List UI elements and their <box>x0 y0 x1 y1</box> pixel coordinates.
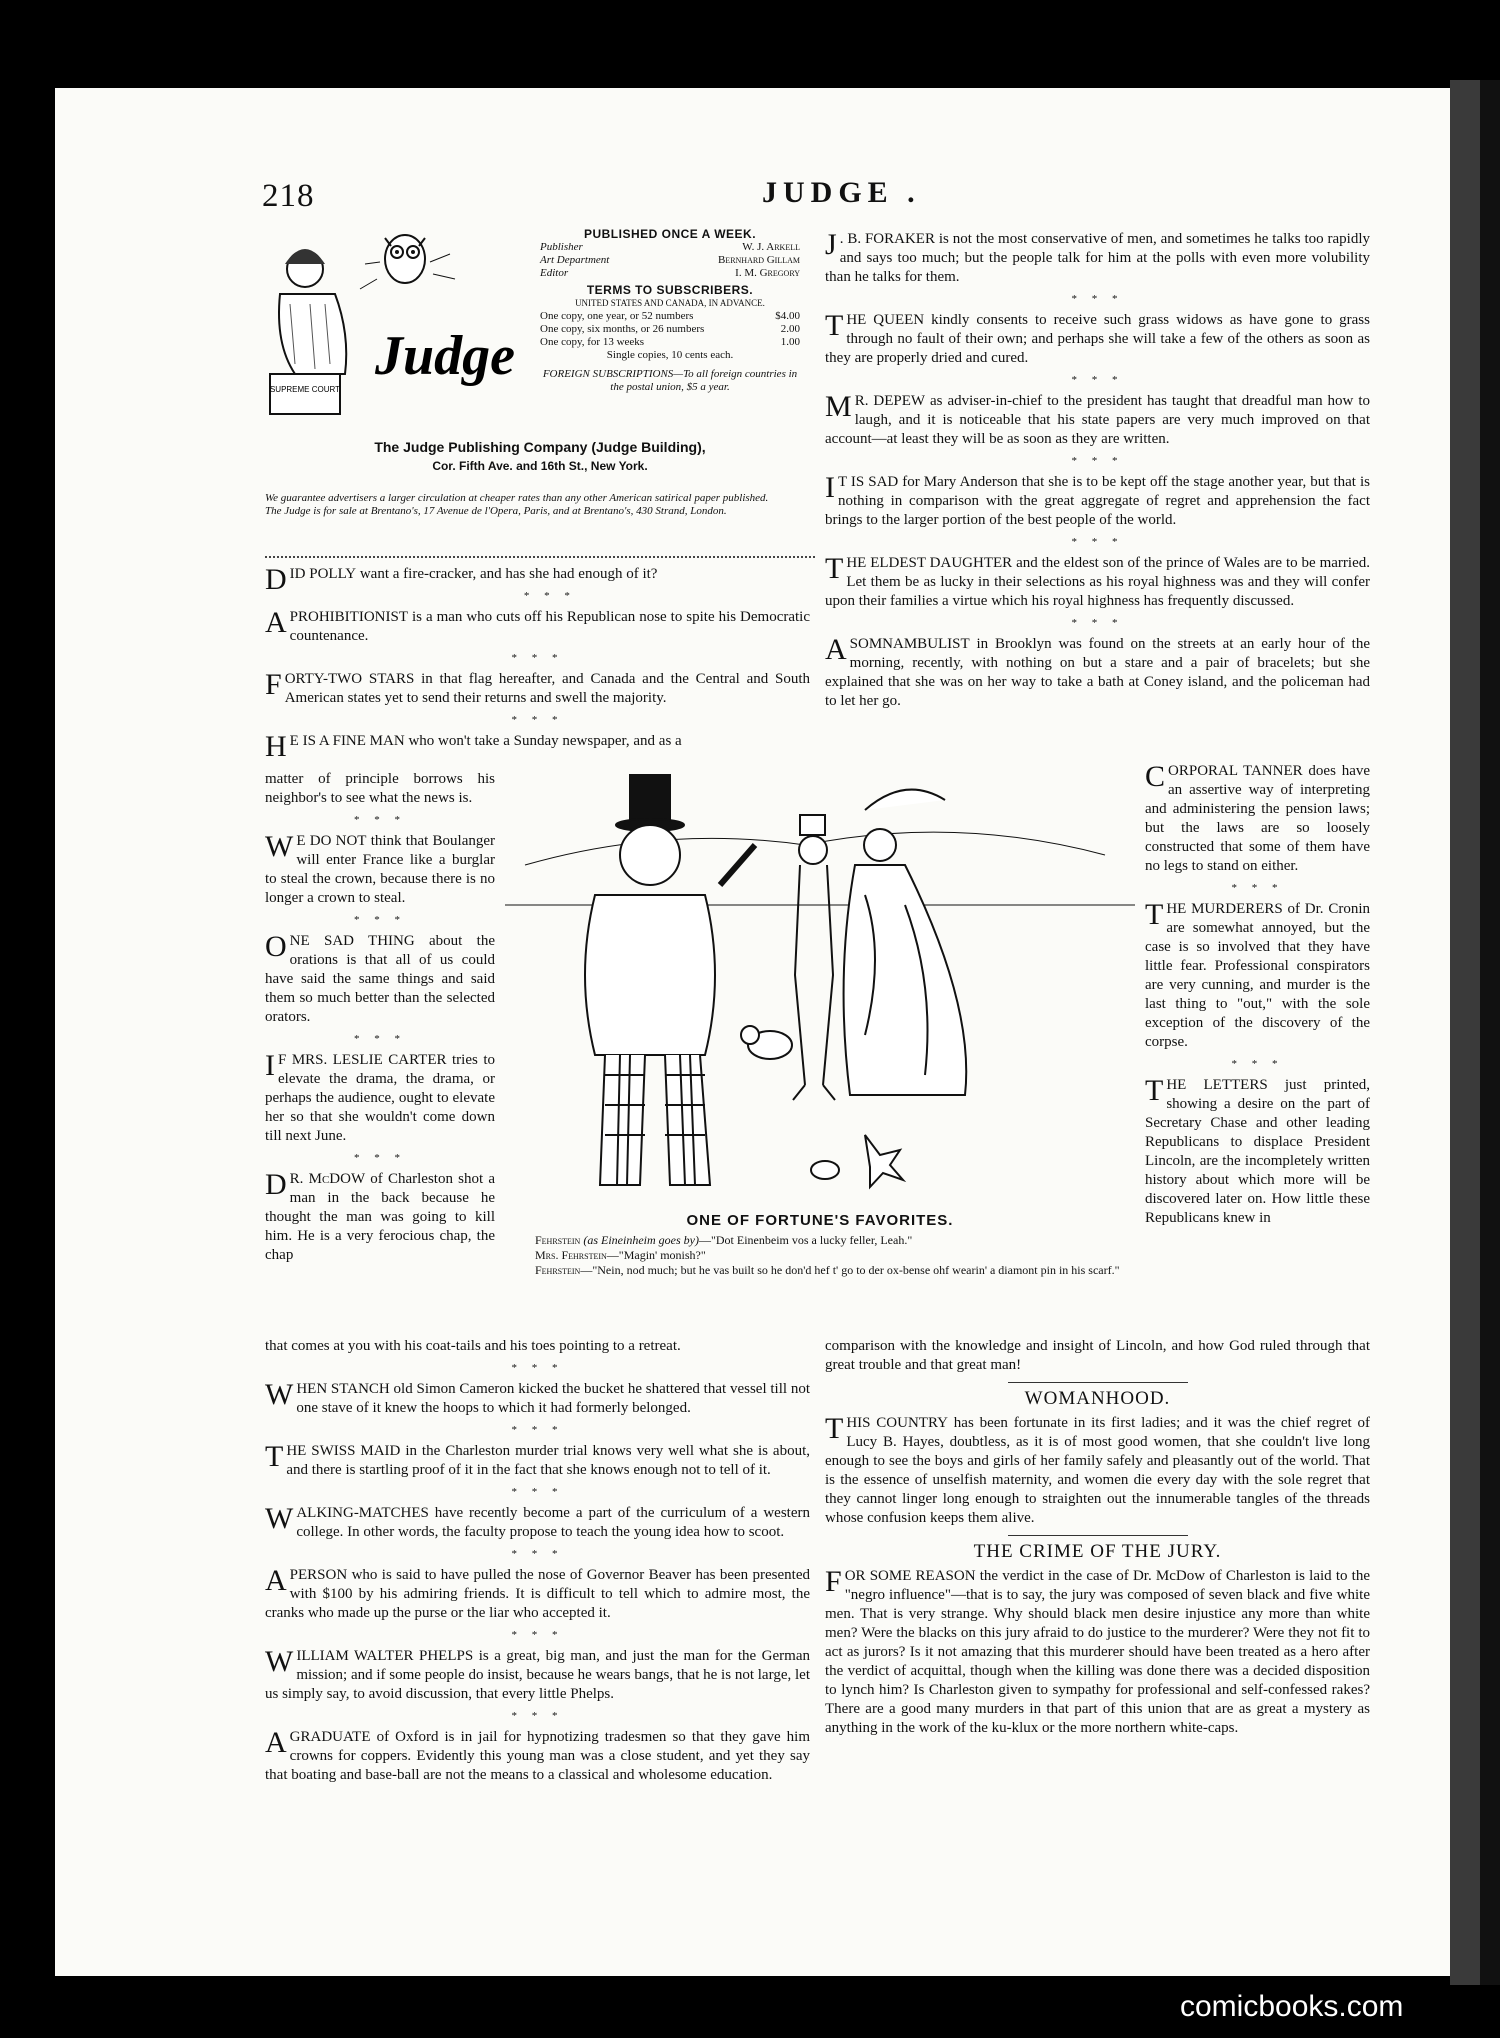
section-separator: * * * <box>1071 455 1124 467</box>
starfish-icon <box>865 1135 903 1187</box>
company-name: The Judge Publishing Company (Judge Building), <box>374 439 706 455</box>
paragraph: A PERSON who is said to have pulled the nose of Governor Beaver has been presented with $100 by his admiring friends. It is difficult to tell which to admire most, the cranks who made up the purse or the liar who accepted it. <box>265 1564 810 1621</box>
terms-row: One copy, six months, or 26 numbers 2.00 <box>540 323 800 335</box>
continued-paragraph: comparison with the knowledge and insight of Lincoln, and how God ruled through that great trouble and that great man! <box>825 1338 1370 1373</box>
paragraph: A PROHIBITIONIST is a man who cuts off his Republican nose to spite his Democratic countenance. <box>265 606 810 644</box>
right-bottom-column <box>825 1337 1370 1745</box>
terms-subtitle: UNITED STATES AND CANADA, IN ADVANCE. <box>575 298 765 308</box>
section-separator: * * * <box>1071 293 1124 305</box>
paragraph: H E IS A FINE MAN who won't take a Sunday newspaper, and as a <box>265 730 682 763</box>
supreme-court-box-icon <box>270 374 340 414</box>
thin-man-figure <box>793 815 835 1100</box>
section-separator: * * * <box>1071 617 1124 629</box>
section-separator: * * * <box>511 652 564 664</box>
section-separator: * * * <box>511 1486 564 1498</box>
paragraph: ONE SAD THING about the orations is that all of us could have said the same things and said them so much better than the selected orators. <box>265 930 495 1025</box>
publication-info <box>540 228 800 394</box>
right-narrow-column <box>1145 762 1370 1235</box>
section-separator: * * * <box>511 1629 564 1641</box>
shell-icon <box>811 1161 839 1179</box>
sale-text: The Judge is for sale at Brentano's, 17 Avenue de l'Opera, Paris, and at Brentano's, 430 Strand, London. <box>265 505 727 517</box>
published-note: PUBLISHED ONCE A WEEK. <box>583 227 757 241</box>
continued-paragraph: that comes at you with his coat-tails and his toes pointing to a retreat. <box>265 1338 681 1354</box>
dialogue-line: Fehrstein—"Nein, nod much; but he vas built so he don'd hef t' go to der ox-bense ohf wearin' a diamont pin in his scarf." <box>535 1263 1120 1277</box>
page-edge-dark <box>1480 80 1500 1985</box>
divider <box>265 550 815 558</box>
terms-row: One copy, for 13 weeks 1.00 <box>540 336 800 348</box>
section-separator: * * * <box>1071 536 1124 548</box>
paragraph: I T IS SAD for Mary Anderson that she is to be kept off the stage another year, but that is nothing in comparison with the great aggregate of regret and apprehension the fact brings to the larger portion of the best people of the world. <box>825 471 1370 528</box>
paragraph: matter of principle borrows his neighbor's to see what the news is. <box>265 771 495 806</box>
dog-figure <box>741 1026 792 1059</box>
dialogue-line: Fehrstein (as Eineinheim goes by)—"Dot Einenbeim vos a lucky feller, Leah." <box>535 1233 913 1247</box>
paragraph: CORPORAL TANNER does have an assertive way of interpreting and administering the pension laws; but the laws are so loosely constructed that some of them have no legs to stand on either. <box>1145 760 1371 874</box>
section-separator: * * * <box>354 1033 406 1045</box>
judge-figure-icon <box>279 249 346 374</box>
cartoon-dialogue <box>505 1233 1135 1278</box>
judge-logo <box>265 224 520 424</box>
crime-title: THE CRIME OF THE JURY. <box>973 1541 1222 1562</box>
section-separator: * * * <box>511 1548 564 1560</box>
section-separator: * * * <box>354 1152 406 1164</box>
crime-paragraph: FOR SOME REASON the verdict in the case of Dr. McDow of Charleston is laid to the "negro influence"—that is to say, the jury was composed of seven black and five white men. That is very strange. Why should black men desire injustice any more than white men? Were the blacks on this jury afraid to do justice to the murderer? Were they not fit to act as jurors? Is it not amazing that this murderer should have been treated as a hero after the verdict of acquittal, though when the killing was done there was a decided disposition to lynch him? Is Charleston given to sympathy for professional and self-confessed rakes? There are a good many murders in that part of this union that are as great a mystery as anything in the work of the ku-klux or the more northern white-caps. <box>825 1565 1370 1736</box>
paragraph: THE SWISS MAID in the Charleston murder trial knows very well what she is about, and there is startling proof of it in the fact that she knows enough not to tell of it. <box>265 1440 810 1478</box>
paragraph: THE MURDERERS of Dr. Cronin are somewhat annoyed, but the case is so involved that they have little fear. Professional conspirators are very cunning, and murder is the last thing to "out," with the sole exception of the discovery of the corpse. <box>1145 898 1370 1050</box>
paragraph: D R. McDOW of Charleston shot a man in the back because he thought the man was going to kill him. He is a very ferocious chap, the chap <box>265 1168 495 1263</box>
section-separator: * * * <box>1231 882 1284 894</box>
section-separator: * * * <box>1231 1058 1284 1070</box>
cartoon-title: ONE OF FORTUNE'S FAVORITES. <box>686 1212 954 1229</box>
foreign-subscriptions: FOREIGN SUBSCRIPTIONS—To all foreign countries in the postal union, $5 a year. <box>542 368 798 393</box>
womanhood-title: WOMANHOOD. <box>1024 1388 1171 1409</box>
paragraph: J . B. FORAKER is not the most conservative of men, and sometimes he talks too rapidly and says too much; but the people talk for him at the polls with even more volubility than he talks for them. <box>825 228 1370 285</box>
running-head: JUDGE . <box>762 176 921 209</box>
section-rule <box>1008 1535 1188 1536</box>
left-bottom-column <box>265 1337 810 1792</box>
paragraph: W E DO NOT think that Boulanger will enter France like a burglar to steal the crown, because there is no longer a crown to steal. <box>265 830 496 906</box>
publisher-block <box>265 438 815 476</box>
guarantee-note <box>265 492 815 518</box>
left-column <box>265 563 810 763</box>
paragraph: WALKING-MATCHES have recently become a part of the curriculum of a western college. In other words, the faculty propose to teach the young idea how to scoot. <box>265 1502 810 1540</box>
paragraph: M R. DEPEW as adviser-in-chief to the president has taught that dreadful man how to laugh, and it is noticeable that his state papers are very much improved on that account—at least they will be as soon as they are written. <box>825 390 1370 447</box>
paragraph: DID POLLY want a fire-cracker, and has she had enough of it? <box>265 563 658 596</box>
womanhood-paragraph: THIS COUNTRY has been fortunate in its first ladies; and it was the chief regret of Lucy B. Hayes, doubtless, as it is of most good women, that she couldn't live long enough to see the boys and girls of her family safely and pleasantly out of the world. That is the essence of unselfish maternity, and women die every day with the sole regret that they cannot linger long enough to straighten out the innumerable tangles of the threads whose confusion keeps them alive. <box>825 1412 1370 1526</box>
section-separator: * * * <box>1071 374 1124 386</box>
page-number: 218 <box>262 178 315 214</box>
staff-row: Publisher W. J. Arkell <box>540 241 800 253</box>
single-copies: Single copies, 10 cents each. <box>606 349 734 361</box>
paragraph: WHEN STANCH old Simon Cameron kicked the bucket he shattered that vessel till not one stave of it knew the hoops to which it had formerly belonged. <box>265 1378 811 1416</box>
guarantee-text: We guarantee advertisers a larger circulation at cheaper rates than any other American satirical paper published. <box>265 492 769 504</box>
section-separator: * * * <box>354 914 406 926</box>
owl-icon <box>360 235 455 289</box>
terms-row: One copy, one year, or 52 numbers $4.00 <box>540 310 800 322</box>
section-separator: * * * <box>523 590 576 602</box>
section-separator: * * * <box>511 714 564 726</box>
paragraph: I F MRS. LESLIE CARTER tries to elevate the drama, the drama, or perhaps the audience, ought to elevate her so that she wouldn't come down till next June. <box>265 1049 495 1144</box>
terms-title: TERMS TO SUBSCRIBERS. <box>586 283 754 297</box>
woman-figure <box>844 790 967 1095</box>
page-edge <box>1450 80 1480 1985</box>
cartoon-illustration <box>505 755 1135 1225</box>
paragraph: THE LETTERS just printed, showing a desire on the part of Secretary Chase and other leading Republicans to displace President Lincoln, are the incompletely written history about which more will be discovered later on. How little these Republicans knew in <box>1145 1074 1370 1226</box>
fat-man-figure <box>585 775 755 1185</box>
staff-row: Editor I. M. Gregory <box>540 267 800 279</box>
paragraph: FORTY-TWO STARS in that flag hereafter, and Canada and the Central and South American states yet to send their returns and swell the majority. <box>265 668 810 706</box>
paragraph: A GRADUATE of Oxford is in jail for hypnotizing tradesmen so that they gave him crowns for coppers. Evidently this young man was a close student, and yet they say that boating and base-ball are not the means to a classical and wholesome education. <box>265 1726 810 1783</box>
section-rule <box>1008 1382 1188 1383</box>
right-column <box>825 230 1370 718</box>
paragraph: THE ELDEST DAUGHTER and the eldest son of the prince of Wales are to be married. Let them be as lucky in their selections as his royal highness was and they will confer upon their families a virtue which his royal highness has frequently discussed. <box>825 552 1370 609</box>
dialogue-line: Mrs. Fehrstein—"Magin' monish?" <box>535 1248 706 1262</box>
section-separator: * * * <box>511 1424 564 1436</box>
paragraph: WILLIAM WALTER PHELPS is a great, big man, and just the man for the German mission; and if some people do insist, because he wears bangs, that he is not large, let us simply say, to avoid discussion, that every little Phelps. <box>265 1645 810 1702</box>
section-separator: * * * <box>511 1362 564 1374</box>
svg-text:SUPREME COURT: SUPREME COURT <box>269 385 341 394</box>
section-separator: * * * <box>354 814 406 826</box>
paragraph: A SOMNAMBULIST in Brooklyn was found on the streets at an early hour of the morning, recently, with nothing on but a stare and a pair of bracelets; but she explained that she was on her way to take a bath at Coney island, and the policeman had to let her go. <box>825 633 1370 709</box>
watermark: comicbooks.com <box>1180 1990 1404 2023</box>
staff-row: Art Department Bernhard Gillam <box>540 254 800 266</box>
logo-wordmark: Judge <box>375 325 515 387</box>
section-separator: * * * <box>511 1710 564 1722</box>
left-narrow-column <box>265 770 495 1272</box>
company-address: Cor. Fifth Ave. and 16th St., New York. <box>432 459 648 473</box>
cartoon-caption <box>505 1212 1135 1278</box>
paragraph: THE QUEEN kindly consents to receive such grass widows as have gone to grass through no fault of their own; and perhaps she will take a few of the others as soon as they are properly dried and cured. <box>825 309 1370 366</box>
